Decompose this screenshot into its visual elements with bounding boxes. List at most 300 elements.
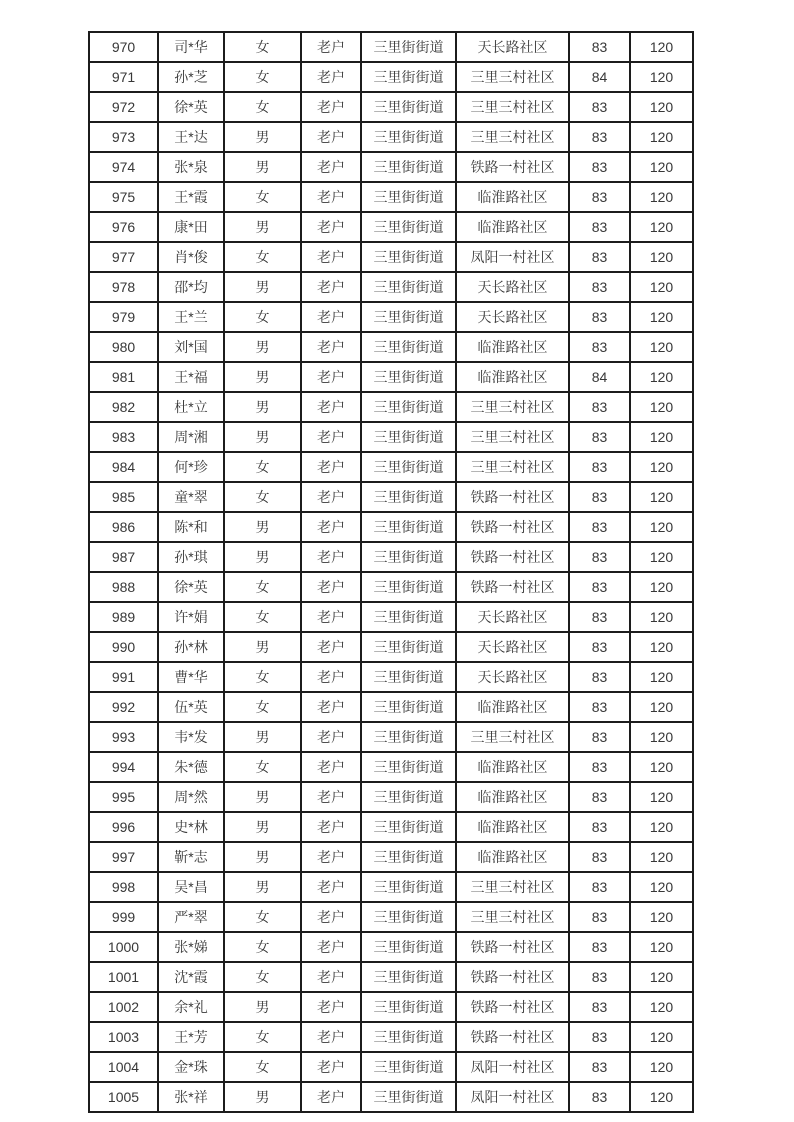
cell-street: 三里街街道 [361, 722, 456, 752]
cell-serial: 971 [89, 62, 158, 92]
cell-num2: 120 [630, 692, 693, 722]
table-row [89, 812, 693, 842]
cell-name: 王*芳 [158, 1022, 224, 1052]
cell-name: 孙*林 [158, 632, 224, 662]
cell-serial: 972 [89, 92, 158, 122]
table-row [89, 302, 693, 332]
cell-gender: 女 [224, 1022, 301, 1052]
cell-num2: 120 [630, 272, 693, 302]
cell-gender: 女 [224, 482, 301, 512]
cell-name: 周*然 [158, 782, 224, 812]
cell-name: 史*林 [158, 812, 224, 842]
cell-community: 凤阳一村社区 [456, 1082, 569, 1112]
cell-community: 铁路一村社区 [456, 152, 569, 182]
cell-num2: 120 [630, 422, 693, 452]
cell-serial: 997 [89, 842, 158, 872]
cell-street: 三里街街道 [361, 752, 456, 782]
table-row [89, 92, 693, 122]
table-row [89, 482, 693, 512]
cell-serial: 981 [89, 362, 158, 392]
cell-name: 肖*俊 [158, 242, 224, 272]
cell-name: 张*祥 [158, 1082, 224, 1112]
cell-street: 三里街街道 [361, 1022, 456, 1052]
cell-num1: 83 [569, 182, 630, 212]
cell-gender: 女 [224, 62, 301, 92]
cell-household-type: 老户 [301, 992, 361, 1022]
cell-street: 三里街街道 [361, 302, 456, 332]
cell-serial: 998 [89, 872, 158, 902]
cell-serial: 982 [89, 392, 158, 422]
cell-num2: 120 [630, 302, 693, 332]
cell-gender: 女 [224, 962, 301, 992]
cell-household-type: 老户 [301, 692, 361, 722]
cell-gender: 男 [224, 872, 301, 902]
cell-gender: 女 [224, 932, 301, 962]
cell-community: 三里三村社区 [456, 392, 569, 422]
cell-community: 三里三村社区 [456, 452, 569, 482]
cell-gender: 男 [224, 512, 301, 542]
cell-gender: 男 [224, 812, 301, 842]
table-row [89, 152, 693, 182]
cell-num1: 83 [569, 632, 630, 662]
cell-community: 三里三村社区 [456, 122, 569, 152]
cell-community: 天长路社区 [456, 302, 569, 332]
cell-street: 三里街街道 [361, 452, 456, 482]
cell-community: 临淮路社区 [456, 782, 569, 812]
cell-num1: 83 [569, 452, 630, 482]
cell-num1: 83 [569, 482, 630, 512]
cell-num1: 83 [569, 992, 630, 1022]
cell-num2: 120 [630, 212, 693, 242]
cell-community: 三里三村社区 [456, 422, 569, 452]
cell-num2: 120 [630, 92, 693, 122]
cell-name: 张*娣 [158, 932, 224, 962]
table-row [89, 242, 693, 272]
cell-street: 三里街街道 [361, 1052, 456, 1082]
cell-household-type: 老户 [301, 392, 361, 422]
cell-community: 天长路社区 [456, 632, 569, 662]
cell-serial: 987 [89, 542, 158, 572]
cell-num2: 120 [630, 152, 693, 182]
cell-gender: 男 [224, 332, 301, 362]
cell-gender: 男 [224, 152, 301, 182]
cell-gender: 女 [224, 902, 301, 932]
cell-street: 三里街街道 [361, 122, 456, 152]
table-row [89, 332, 693, 362]
cell-household-type: 老户 [301, 1022, 361, 1052]
cell-serial: 1001 [89, 962, 158, 992]
cell-num1: 83 [569, 122, 630, 152]
cell-household-type: 老户 [301, 242, 361, 272]
roster-table [88, 31, 694, 1113]
cell-street: 三里街街道 [361, 782, 456, 812]
table-row [89, 362, 693, 392]
cell-serial: 995 [89, 782, 158, 812]
cell-gender: 女 [224, 692, 301, 722]
cell-name: 徐*英 [158, 572, 224, 602]
cell-gender: 男 [224, 392, 301, 422]
cell-household-type: 老户 [301, 182, 361, 212]
cell-num1: 84 [569, 62, 630, 92]
cell-name: 张*泉 [158, 152, 224, 182]
cell-community: 三里三村社区 [456, 92, 569, 122]
cell-household-type: 老户 [301, 872, 361, 902]
cell-name: 靳*志 [158, 842, 224, 872]
cell-name: 王*福 [158, 362, 224, 392]
table-row [89, 1052, 693, 1082]
table-row [89, 212, 693, 242]
cell-community: 铁路一村社区 [456, 542, 569, 572]
cell-name: 曹*华 [158, 662, 224, 692]
cell-num1: 83 [569, 332, 630, 362]
cell-num1: 83 [569, 212, 630, 242]
cell-serial: 993 [89, 722, 158, 752]
cell-household-type: 老户 [301, 632, 361, 662]
table-row [89, 602, 693, 632]
cell-name: 许*娟 [158, 602, 224, 632]
cell-name: 沈*霞 [158, 962, 224, 992]
cell-num2: 120 [630, 452, 693, 482]
cell-street: 三里街街道 [361, 902, 456, 932]
cell-household-type: 老户 [301, 362, 361, 392]
table-row [89, 722, 693, 752]
table-row [89, 632, 693, 662]
table-body [89, 32, 693, 1112]
cell-name: 杜*立 [158, 392, 224, 422]
table-row [89, 842, 693, 872]
cell-household-type: 老户 [301, 812, 361, 842]
cell-num2: 120 [630, 332, 693, 362]
cell-gender: 男 [224, 992, 301, 1022]
cell-serial: 985 [89, 482, 158, 512]
cell-household-type: 老户 [301, 602, 361, 632]
cell-num2: 120 [630, 482, 693, 512]
cell-serial: 991 [89, 662, 158, 692]
cell-num2: 120 [630, 1022, 693, 1052]
cell-num1: 83 [569, 152, 630, 182]
table-row [89, 692, 693, 722]
cell-community: 临淮路社区 [456, 182, 569, 212]
cell-num1: 83 [569, 842, 630, 872]
cell-street: 三里街街道 [361, 152, 456, 182]
table-row [89, 32, 693, 62]
cell-num2: 120 [630, 242, 693, 272]
cell-community: 三里三村社区 [456, 62, 569, 92]
cell-street: 三里街街道 [361, 362, 456, 392]
cell-household-type: 老户 [301, 662, 361, 692]
cell-name: 陈*和 [158, 512, 224, 542]
table-row [89, 122, 693, 152]
cell-num1: 83 [569, 242, 630, 272]
cell-street: 三里街街道 [361, 242, 456, 272]
table-row [89, 1082, 693, 1112]
cell-community: 天长路社区 [456, 662, 569, 692]
cell-serial: 976 [89, 212, 158, 242]
cell-community: 临淮路社区 [456, 692, 569, 722]
cell-community: 铁路一村社区 [456, 572, 569, 602]
cell-community: 三里三村社区 [456, 872, 569, 902]
cell-name: 王*霞 [158, 182, 224, 212]
cell-serial: 1003 [89, 1022, 158, 1052]
cell-num1: 83 [569, 302, 630, 332]
cell-gender: 女 [224, 1052, 301, 1082]
cell-serial: 1004 [89, 1052, 158, 1082]
cell-household-type: 老户 [301, 122, 361, 152]
cell-num1: 83 [569, 1022, 630, 1052]
cell-community: 临淮路社区 [456, 362, 569, 392]
cell-serial: 990 [89, 632, 158, 662]
cell-street: 三里街街道 [361, 962, 456, 992]
cell-serial: 1000 [89, 932, 158, 962]
cell-gender: 男 [224, 542, 301, 572]
cell-name: 严*翠 [158, 902, 224, 932]
cell-serial: 984 [89, 452, 158, 482]
cell-num2: 120 [630, 362, 693, 392]
cell-gender: 女 [224, 752, 301, 782]
cell-num2: 120 [630, 32, 693, 62]
table-row [89, 1022, 693, 1052]
cell-community: 临淮路社区 [456, 332, 569, 362]
cell-num1: 83 [569, 692, 630, 722]
cell-name: 王*兰 [158, 302, 224, 332]
cell-community: 天长路社区 [456, 602, 569, 632]
table-row [89, 782, 693, 812]
cell-household-type: 老户 [301, 962, 361, 992]
cell-serial: 999 [89, 902, 158, 932]
cell-community: 铁路一村社区 [456, 992, 569, 1022]
cell-serial: 996 [89, 812, 158, 842]
cell-serial: 979 [89, 302, 158, 332]
cell-household-type: 老户 [301, 902, 361, 932]
cell-gender: 女 [224, 662, 301, 692]
cell-serial: 1002 [89, 992, 158, 1022]
table-row [89, 542, 693, 572]
cell-num2: 120 [630, 662, 693, 692]
table-row [89, 422, 693, 452]
cell-household-type: 老户 [301, 92, 361, 122]
cell-household-type: 老户 [301, 512, 361, 542]
cell-household-type: 老户 [301, 452, 361, 482]
cell-name: 余*礼 [158, 992, 224, 1022]
cell-num2: 120 [630, 812, 693, 842]
cell-num1: 83 [569, 1052, 630, 1082]
cell-num2: 120 [630, 992, 693, 1022]
cell-community: 临淮路社区 [456, 812, 569, 842]
cell-name: 王*达 [158, 122, 224, 152]
cell-num2: 120 [630, 542, 693, 572]
cell-gender: 男 [224, 1082, 301, 1112]
cell-household-type: 老户 [301, 722, 361, 752]
cell-gender: 男 [224, 632, 301, 662]
cell-num2: 120 [630, 722, 693, 752]
cell-gender: 女 [224, 602, 301, 632]
cell-gender: 男 [224, 842, 301, 872]
cell-street: 三里街街道 [361, 632, 456, 662]
table-row [89, 182, 693, 212]
cell-serial: 1005 [89, 1082, 158, 1112]
cell-name: 韦*发 [158, 722, 224, 752]
cell-num1: 83 [569, 722, 630, 752]
cell-name: 孙*琪 [158, 542, 224, 572]
cell-community: 临淮路社区 [456, 752, 569, 782]
cell-num1: 83 [569, 662, 630, 692]
cell-num2: 120 [630, 62, 693, 92]
cell-num2: 120 [630, 1082, 693, 1112]
cell-household-type: 老户 [301, 62, 361, 92]
cell-community: 天长路社区 [456, 272, 569, 302]
cell-household-type: 老户 [301, 332, 361, 362]
cell-street: 三里街街道 [361, 692, 456, 722]
cell-street: 三里街街道 [361, 212, 456, 242]
cell-num2: 120 [630, 872, 693, 902]
cell-gender: 女 [224, 32, 301, 62]
cell-gender: 男 [224, 122, 301, 152]
cell-name: 周*湘 [158, 422, 224, 452]
cell-serial: 989 [89, 602, 158, 632]
cell-num2: 120 [630, 632, 693, 662]
cell-household-type: 老户 [301, 422, 361, 452]
table-row [89, 62, 693, 92]
table-row [89, 572, 693, 602]
cell-street: 三里街街道 [361, 392, 456, 422]
cell-gender: 男 [224, 722, 301, 752]
cell-street: 三里街街道 [361, 482, 456, 512]
table-row [89, 452, 693, 482]
cell-num1: 83 [569, 1082, 630, 1112]
cell-street: 三里街街道 [361, 1082, 456, 1112]
cell-street: 三里街街道 [361, 62, 456, 92]
cell-street: 三里街街道 [361, 842, 456, 872]
cell-num2: 120 [630, 572, 693, 602]
cell-community: 铁路一村社区 [456, 512, 569, 542]
table-row [89, 392, 693, 422]
cell-num1: 83 [569, 512, 630, 542]
cell-num2: 120 [630, 902, 693, 932]
cell-num2: 120 [630, 602, 693, 632]
cell-num1: 83 [569, 752, 630, 782]
cell-street: 三里街街道 [361, 932, 456, 962]
cell-num1: 84 [569, 362, 630, 392]
cell-num1: 83 [569, 32, 630, 62]
table-row [89, 872, 693, 902]
cell-num2: 120 [630, 842, 693, 872]
table-row [89, 992, 693, 1022]
cell-gender: 男 [224, 782, 301, 812]
cell-household-type: 老户 [301, 932, 361, 962]
cell-gender: 女 [224, 92, 301, 122]
cell-gender: 男 [224, 272, 301, 302]
cell-serial: 983 [89, 422, 158, 452]
table-row [89, 902, 693, 932]
table-row [89, 272, 693, 302]
cell-street: 三里街街道 [361, 182, 456, 212]
cell-name: 邵*均 [158, 272, 224, 302]
cell-street: 三里街街道 [361, 992, 456, 1022]
cell-num1: 83 [569, 782, 630, 812]
cell-serial: 975 [89, 182, 158, 212]
cell-num1: 83 [569, 272, 630, 302]
cell-num1: 83 [569, 392, 630, 422]
cell-name: 孙*芝 [158, 62, 224, 92]
cell-street: 三里街街道 [361, 512, 456, 542]
cell-serial: 978 [89, 272, 158, 302]
cell-street: 三里街街道 [361, 542, 456, 572]
cell-num1: 83 [569, 962, 630, 992]
cell-community: 天长路社区 [456, 32, 569, 62]
cell-serial: 994 [89, 752, 158, 782]
cell-num1: 83 [569, 932, 630, 962]
cell-street: 三里街街道 [361, 272, 456, 302]
cell-num2: 120 [630, 392, 693, 422]
cell-num1: 83 [569, 572, 630, 602]
cell-community: 三里三村社区 [456, 722, 569, 752]
cell-name: 何*珍 [158, 452, 224, 482]
cell-num1: 83 [569, 902, 630, 932]
cell-community: 铁路一村社区 [456, 962, 569, 992]
cell-serial: 992 [89, 692, 158, 722]
cell-num2: 120 [630, 122, 693, 152]
cell-num1: 83 [569, 602, 630, 632]
cell-street: 三里街街道 [361, 602, 456, 632]
cell-gender: 女 [224, 452, 301, 482]
cell-name: 徐*英 [158, 92, 224, 122]
cell-street: 三里街街道 [361, 92, 456, 122]
cell-street: 三里街街道 [361, 662, 456, 692]
cell-serial: 973 [89, 122, 158, 152]
cell-household-type: 老户 [301, 32, 361, 62]
cell-street: 三里街街道 [361, 422, 456, 452]
table-row [89, 662, 693, 692]
cell-household-type: 老户 [301, 212, 361, 242]
cell-gender: 男 [224, 422, 301, 452]
cell-community: 临淮路社区 [456, 842, 569, 872]
cell-household-type: 老户 [301, 482, 361, 512]
cell-community: 铁路一村社区 [456, 482, 569, 512]
cell-serial: 986 [89, 512, 158, 542]
cell-num1: 83 [569, 872, 630, 902]
cell-street: 三里街街道 [361, 872, 456, 902]
cell-name: 朱*德 [158, 752, 224, 782]
cell-name: 刘*国 [158, 332, 224, 362]
cell-name: 伍*英 [158, 692, 224, 722]
cell-household-type: 老户 [301, 152, 361, 182]
cell-serial: 977 [89, 242, 158, 272]
cell-serial: 970 [89, 32, 158, 62]
cell-household-type: 老户 [301, 1052, 361, 1082]
cell-gender: 女 [224, 572, 301, 602]
cell-num2: 120 [630, 1052, 693, 1082]
cell-community: 凤阳一村社区 [456, 242, 569, 272]
cell-household-type: 老户 [301, 272, 361, 302]
cell-household-type: 老户 [301, 842, 361, 872]
cell-household-type: 老户 [301, 782, 361, 812]
cell-serial: 988 [89, 572, 158, 602]
cell-name: 司*华 [158, 32, 224, 62]
cell-num1: 83 [569, 92, 630, 122]
cell-serial: 980 [89, 332, 158, 362]
cell-name: 金*珠 [158, 1052, 224, 1082]
cell-num2: 120 [630, 752, 693, 782]
cell-community: 临淮路社区 [456, 212, 569, 242]
table-row [89, 932, 693, 962]
cell-name: 童*翠 [158, 482, 224, 512]
cell-name: 康*田 [158, 212, 224, 242]
cell-gender: 女 [224, 302, 301, 332]
cell-street: 三里街街道 [361, 812, 456, 842]
cell-name: 吴*昌 [158, 872, 224, 902]
table-row [89, 752, 693, 782]
cell-num2: 120 [630, 932, 693, 962]
